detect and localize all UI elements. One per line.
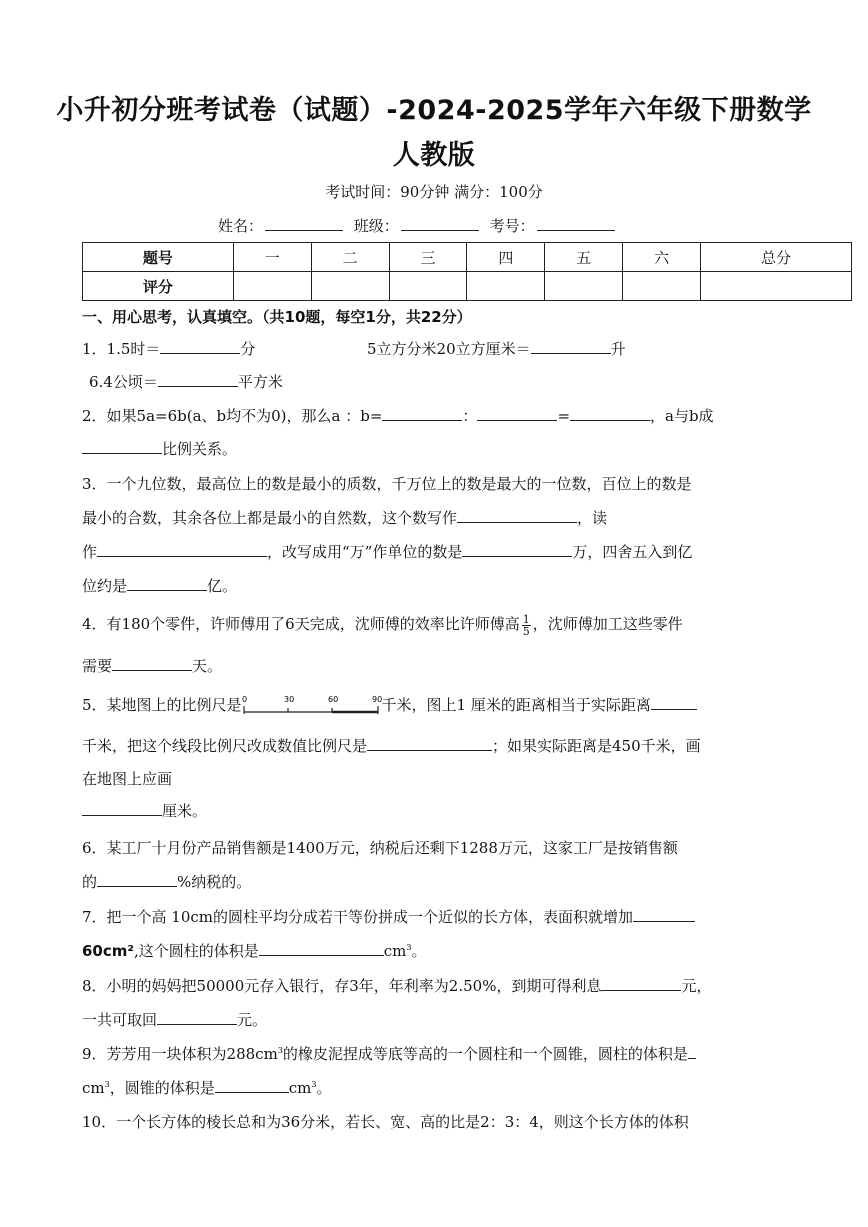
q3-text: 位约是 [82, 577, 128, 595]
q9-text: 。 [316, 1079, 332, 1097]
q9-text: 的橡皮泥捏成等底等高的一个圆柱和一个圆锥，圆柱的体积是 [282, 1045, 688, 1063]
question-5-line4 [82, 800, 207, 821]
q6-text: %纳税的。 [177, 873, 252, 891]
question-7-line2 [82, 940, 426, 961]
question-3-line2 [82, 507, 607, 528]
q2-colon: ： [462, 407, 478, 425]
score-header-cell: 五 [545, 243, 623, 272]
score-table-row [83, 272, 852, 301]
scale-tick-label: 90 [371, 695, 382, 704]
answer-blank [97, 872, 177, 887]
exam-title-line2: 人教版 [392, 140, 476, 171]
q5-text: 厘米。 [162, 802, 208, 820]
q1-text-c: 6.4公顷＝ [89, 373, 158, 391]
q1-unit-c: 平方米 [237, 373, 283, 391]
q9-text: ，圆锥的体积是 [109, 1079, 215, 1097]
q5-text: 千米，把这个线段比例尺改成数值比例尺是 [82, 737, 368, 755]
q5-text: 千米，图上1 厘米的距离相当于实际距离 [381, 696, 651, 714]
fraction-numerator: 1 [522, 612, 530, 626]
score-header-cell: 题号 [83, 243, 234, 272]
q4-text: 需要 [82, 657, 113, 675]
question-6-line1: 6．某工厂十月份产品销售额是1400万元，纳税后还剩下1288万元，这家工厂是按销售额 [82, 839, 678, 857]
question-4-line1 [82, 613, 683, 637]
exam-meta: 考试时间：90分钟 满分：100分 [325, 183, 543, 201]
q1-unit-a: 分 [240, 340, 256, 358]
q5-text: 5．某地图上的比例尺是 [82, 696, 242, 714]
q2-text-a: 2．如果5a=6b(a、b均不为0)，那么a ：b= [82, 407, 383, 425]
q1-text-a: 1．1.5时＝ [82, 340, 161, 358]
q5-text: ；如果实际距离是450千米，画 [492, 737, 701, 755]
q9-unit: cm [82, 1079, 105, 1097]
question-7-line1 [82, 906, 695, 927]
number-label: 考号： [489, 217, 535, 235]
q9-unit: cm [288, 1079, 312, 1097]
answer-blank [651, 695, 697, 710]
q3-text: 最小的合数，其余各位上都是最小的自然数，这个数写作 [82, 509, 458, 527]
scale-tick-label: 60 [327, 695, 338, 704]
score-cell [233, 272, 311, 301]
score-cell [311, 272, 389, 301]
score-cell [701, 272, 852, 301]
question-3-line3 [82, 541, 692, 562]
question-9-line2 [82, 1077, 331, 1098]
q3-text: 万，四舍五入到亿 [572, 543, 693, 561]
q2-tail: ，a与b成 [650, 407, 714, 425]
score-table-header [83, 243, 852, 272]
answer-blank [97, 542, 267, 557]
question-5-line2 [82, 735, 701, 756]
score-row-label: 评分 [83, 272, 234, 301]
answer-blank [601, 976, 681, 991]
score-header-cell: 三 [389, 243, 467, 272]
q2-end: 比例关系。 [162, 440, 238, 458]
answer-blank [82, 439, 162, 454]
question-3-line1: 3．一个九位数，最高位上的数是最小的质数，千万位上的数是最大的一位数，百位上的数是 [82, 475, 692, 493]
q3-text: ，改写成用“万”作单位的数是 [267, 543, 463, 561]
q9-unit-sup: 3 [311, 1080, 317, 1089]
map-scale-bar [242, 694, 382, 718]
q4-text: 4．有180个零件，许师傅用了6天完成，沈师傅的效率比许师傅高 [82, 615, 520, 633]
q2-eq: = [557, 407, 571, 425]
question-10-line1: 10．一个长方体的棱长总和为36分米，若长、宽、高的比是2：3：4，则这个长方体的体积 [82, 1113, 689, 1131]
q8-text: 元。 [237, 1011, 268, 1029]
name-label: 姓名： [218, 217, 264, 235]
name-blank [265, 218, 343, 231]
score-cell [623, 272, 701, 301]
class-blank [401, 218, 479, 231]
answer-blank [160, 339, 240, 354]
q7-text: 。 [411, 942, 427, 960]
q7-text: 7．把一个高 10cm的圆柱平均分成若干等份拼成一个近似的长方体，表面积就增加 [82, 908, 634, 926]
question-5-line1 [82, 694, 697, 718]
q9-unit-sup: 3 [104, 1080, 110, 1089]
q8-text: 元， [681, 977, 712, 995]
fraction [522, 614, 531, 637]
question-1-line2 [89, 371, 283, 392]
question-9-line1 [82, 1043, 696, 1064]
score-cell [389, 272, 467, 301]
q3-text: ，读 [577, 509, 608, 527]
score-header-cell: 四 [467, 243, 545, 272]
q6-text: 的 [82, 873, 98, 891]
answer-blank [633, 907, 695, 922]
score-header-cell: 六 [623, 243, 701, 272]
question-5-line3: 在地图上应画 [82, 770, 173, 788]
class-label: 班级： [353, 217, 399, 235]
q9-text: 9．芳芳用一块体积为288cm [82, 1045, 278, 1063]
q4-text: 天。 [192, 657, 223, 675]
answer-blank [259, 941, 384, 956]
section-1-heading: 一、用心思考，认真填空。（共10题，每空1分，共22分） [82, 308, 472, 326]
score-cell [545, 272, 623, 301]
answer-blank [215, 1078, 289, 1093]
question-3-line4 [82, 575, 237, 596]
question-2-line1 [82, 405, 714, 426]
answer-blank [688, 1044, 696, 1059]
score-header-cell: 总分 [701, 243, 852, 272]
q7-unit-sup: 3 [406, 943, 412, 952]
scale-tick-label: 0 [241, 695, 247, 704]
number-blank [537, 218, 615, 231]
answer-blank [158, 372, 238, 387]
exam-title-line1: 小升初分班考试卷（试题）-2024-2025学年六年级下册数学 [56, 95, 812, 126]
answer-blank [112, 656, 192, 671]
score-table [82, 242, 852, 301]
scale-tick-label: 30 [283, 695, 294, 704]
answer-blank [82, 801, 162, 816]
answer-blank [570, 406, 650, 421]
question-2-line2 [82, 438, 237, 459]
score-header-cell: 二 [311, 243, 389, 272]
q1-text-b: 5立方分米20立方厘米＝ [366, 340, 531, 358]
q3-text: 作 [82, 543, 98, 561]
answer-blank [457, 508, 577, 523]
score-header-cell: 一 [233, 243, 311, 272]
answer-blank [127, 576, 207, 591]
q9-unit-sup: 3 [277, 1046, 283, 1055]
answer-blank [367, 736, 492, 751]
q7-value: 60cm² [82, 942, 134, 960]
q8-text: 一共可取回 [82, 1011, 158, 1029]
question-8-line1 [82, 975, 711, 996]
q8-text: 8．小明的妈妈把50000元存入银行，存3年，年利率为2.50%，到期可得利息 [82, 977, 602, 995]
question-4-line2 [82, 655, 222, 676]
q7-text: ,这个圆柱的体积是 [133, 942, 259, 960]
q4-text: ，沈师傅加工这些零件 [532, 615, 683, 633]
q7-unit: cm [383, 942, 407, 960]
answer-blank [531, 339, 611, 354]
answer-blank [157, 1010, 237, 1025]
score-cell [467, 272, 545, 301]
question-1-line1 [82, 338, 626, 359]
student-info [218, 215, 621, 236]
fraction-denominator: 5 [522, 624, 530, 638]
question-8-line2 [82, 1009, 267, 1030]
question-6-line2 [82, 871, 251, 892]
q3-text: 亿。 [207, 577, 238, 595]
answer-blank [477, 406, 557, 421]
q1-unit-b: 升 [610, 340, 626, 358]
answer-blank [382, 406, 462, 421]
answer-blank [462, 542, 572, 557]
